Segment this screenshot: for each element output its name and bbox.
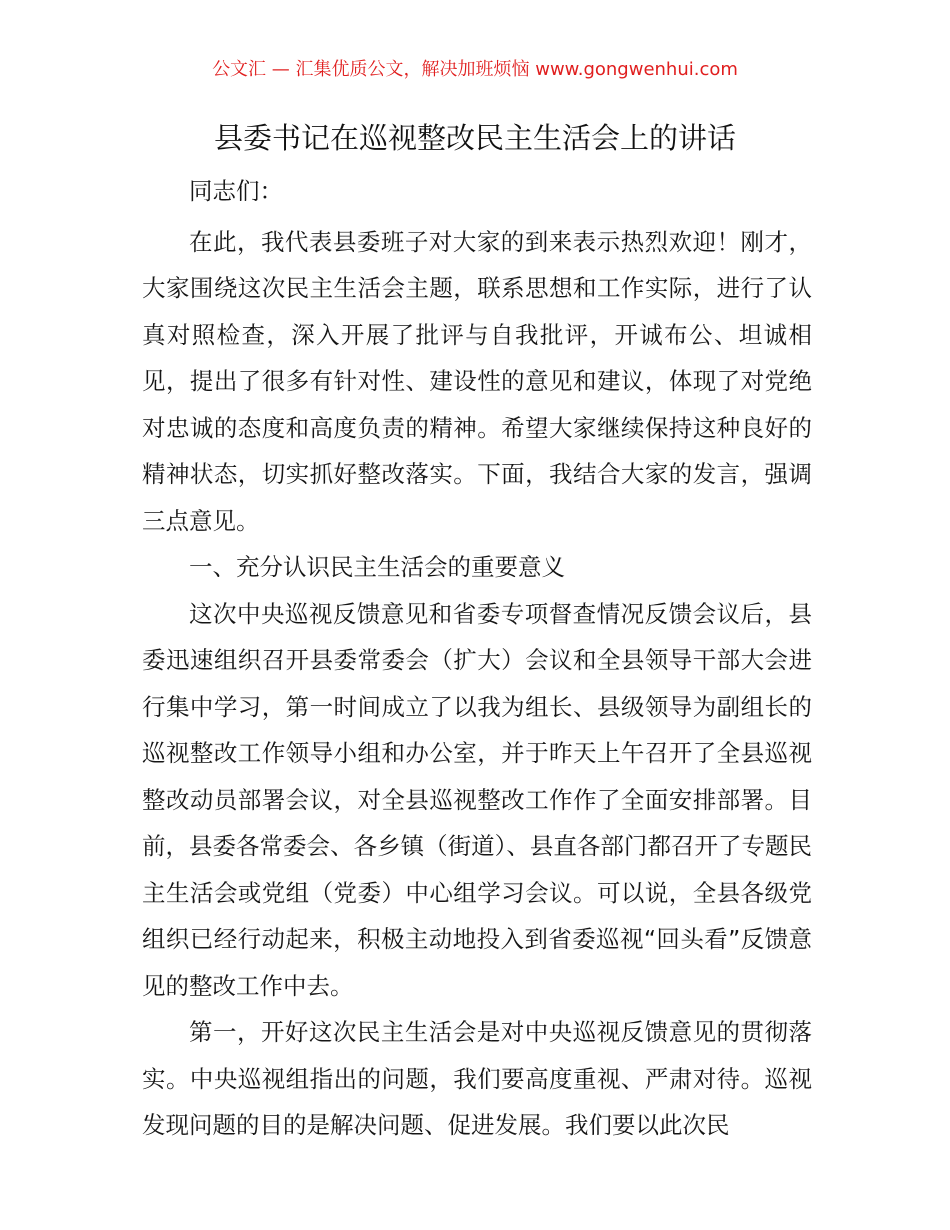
paragraph-opening: 在此，我代表县委班子对大家的到来表示热烈欢迎！刚才，大家围绕这次民主生活会主题，联系思想和工作实际，进行了认真对照检查，深入开展了批评与自我批评，开诚布公、坦诚相见，提出了很多有针对性、建设性的意见和建议，体现了对党绝对忠诚的态度和高度负责的精神。希望大家继续保持这种良好的精神状态，切实抓好整改落实。下面，我结合大家的发言，强调三点意见。 (142, 227, 812, 535)
paragraph-point-one: 第一，开好这次民主生活会是对中央巡视反馈意见的贯彻落实。中央巡视组指出的问题，我们要高度重视、严肃对待。巡视发现问题的目的是解决问题、促进发展。我们要以此次民 (142, 1018, 812, 1139)
site-header-banner: 公文汇 — 汇集优质公文，解决加班烦恼 www.gongwenhui.com (212, 59, 738, 80)
paragraph-background: 这次中央巡视反馈意见和省委专项督查情况反馈会议后，县委迅速组织召开县委常委会（扩大）会议和全县领导干部大会进行集中学习，第一时间成立了以我为组长、县级领导为副组长的巡视整改工作领导小组和办公室，并于昨天上午召开了全县巡视整改动员部署会议，对全县巡视整改工作作了全面安排部署。目前，县委各常委会、各乡镇（街道）、县直各部门都召开了专题民主生活会或党组（党委）中心组学习会议。可以说，全县各级党组织已经行动起来，积极主动地投入到省委巡视“回头看”反馈意见的整改工作中去。 (142, 599, 812, 1000)
section-heading-one: 一、充分认识民主生活会的重要意义 (189, 553, 565, 581)
greeting-line: 同志们： (189, 177, 283, 205)
document-body (142, 168, 812, 1149)
document-title: 县委书记在巡视整改民主生活会上的讲话 (213, 121, 736, 155)
